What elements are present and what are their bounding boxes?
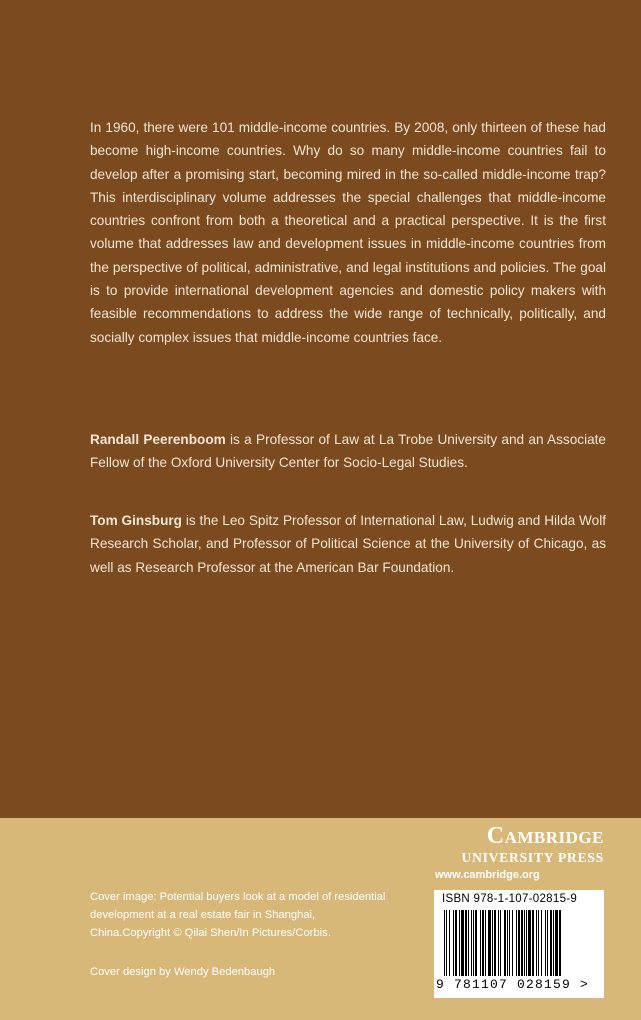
barcode-bar <box>461 910 464 976</box>
barcode-bar <box>500 910 501 976</box>
barcode-bar <box>475 910 477 976</box>
publisher-logo <box>432 822 604 881</box>
barcode-bar <box>521 910 523 976</box>
barcode-bar <box>509 910 510 976</box>
barcode-bar <box>488 910 491 976</box>
cover-design-credit: Cover design by Wendy Bedenbaugh <box>90 966 276 978</box>
barcode-bar <box>512 910 513 976</box>
barcode-bar <box>459 910 460 976</box>
barcode-bar <box>553 910 554 976</box>
barcode-digits: 9 781107 028159 > <box>436 977 590 992</box>
barcode-bar <box>465 910 467 976</box>
barcode-bar <box>449 910 450 976</box>
barcode-bar <box>524 910 525 976</box>
barcode-bar <box>492 910 493 976</box>
barcode-bar <box>453 910 454 976</box>
barcode-bar <box>528 910 531 976</box>
back-cover-bottom-panel <box>0 818 641 1020</box>
barcode-bar <box>545 910 546 976</box>
barcode-bar <box>532 910 534 976</box>
barcode-bar <box>526 910 527 976</box>
barcode-bar <box>455 910 457 976</box>
barcode-bar <box>471 910 472 976</box>
author-bio-ginsburg <box>90 509 606 579</box>
isbn-label: ISBN 978-1-107-02815-9 <box>442 893 578 905</box>
barcode-bar <box>516 910 517 976</box>
author-name: Randall Peerenboom <box>90 432 226 447</box>
publisher-subtitle: UNIVERSITY PRESS <box>461 850 604 865</box>
barcode-bar <box>468 910 469 976</box>
isbn-barcode <box>434 890 604 998</box>
barcode-bar <box>446 910 447 976</box>
author-bio-peerenboom <box>90 428 606 475</box>
barcode-bar <box>555 910 558 976</box>
barcode-bar <box>541 910 542 976</box>
barcode-bar <box>485 910 486 976</box>
barcode-bar <box>482 910 484 976</box>
barcode-bar <box>494 910 496 976</box>
barcode-bars <box>444 910 594 976</box>
barcode-bar <box>473 910 474 976</box>
author-bio-text: is the Leo Spitz Professor of International Law, Ludwig and Hilda Wolf Research Scholar, and Professor of Political Science at the University of Chicago, as well as Research Professor at the American Bar Foundation. <box>90 513 607 575</box>
publisher-name: Cambridge <box>486 823 604 849</box>
barcode-bar <box>507 910 508 976</box>
barcode-bar <box>444 910 445 976</box>
author-bio-text: is a Professor of Law at La Trobe University and an Associate Fellow of the Oxford University Center for Socio-Legal Studies. <box>90 432 606 471</box>
barcode-bar <box>498 910 499 976</box>
barcode-bar <box>547 910 548 976</box>
barcode-bar <box>536 910 537 976</box>
barcode-bar <box>480 910 481 976</box>
barcode-bar <box>518 910 520 976</box>
barcode-bar <box>550 910 552 976</box>
barcode-bar <box>504 910 506 976</box>
cover-image-credit: Cover image: Potential buyers look at a model of residential development at a real estate fair in Shanghai, China.Copyright © Qilai Shen/In Pictures/Corbis. <box>90 891 386 939</box>
barcode-bar <box>559 910 561 976</box>
publisher-url: www.cambridge.org <box>435 869 540 881</box>
author-name: Tom Ginsburg <box>90 513 182 528</box>
book-description: In 1960, there were 101 middle-income countries. By 2008, only thirteen of these had become high-income countries. Why do so many middle-income countries fail to develop after a promising start, becoming mired in the so-called middle-income trap? This interdisciplinary volume addresses the special challenges that middle-income countries confront from both a theoretical and a practical perspective. It is the first volume that addresses law and development issues in middle-income countries from the perspective of political, administrative, and legal institutions and policies. The goal is to provide international development agencies and domestic policy makers with feasible recommendations to address the wide range of technically, politically, and socially complex issues that middle-income countries face. <box>90 120 606 345</box>
barcode-bar <box>538 910 539 976</box>
